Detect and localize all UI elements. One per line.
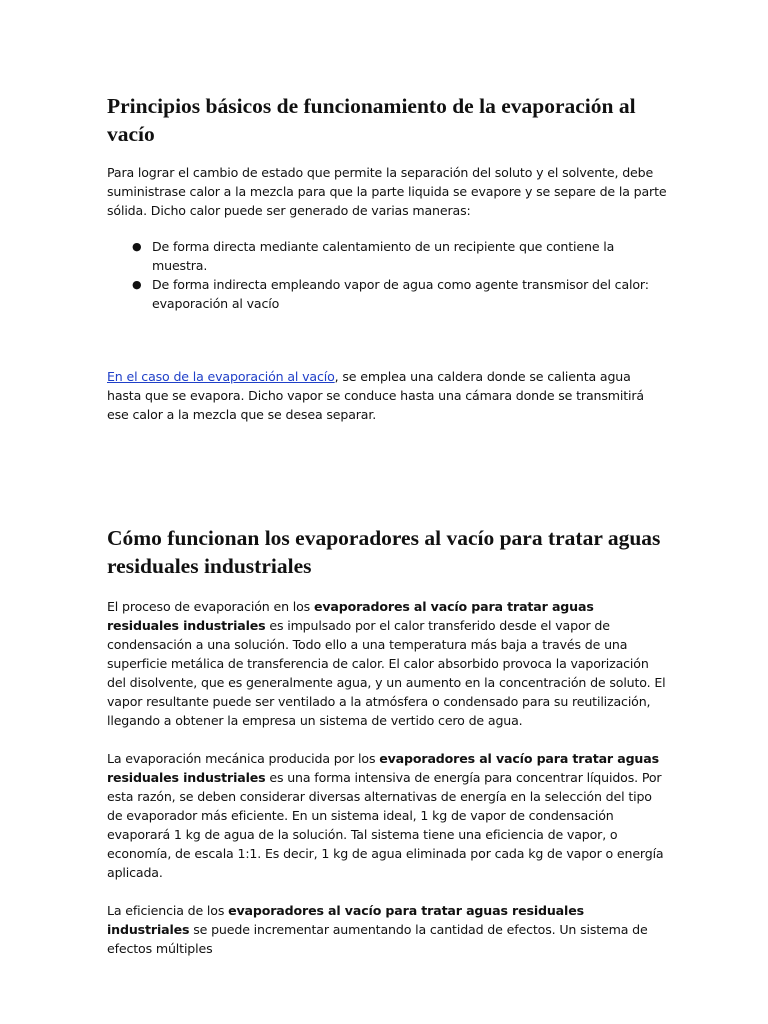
document-page bbox=[107, 92, 667, 958]
bold-phrase: evaporadores al vacío para tratar aguas residuales industriales bbox=[107, 903, 584, 937]
paragraph-text: se puede incrementar aumentando la cantidad de efectos. Un sistema de efectos múltiples bbox=[107, 922, 648, 956]
list-item bbox=[132, 275, 667, 313]
paragraph-text: La eficiencia de los bbox=[107, 903, 229, 918]
intro-paragraph: Para lograr el cambio de estado que permite la separación del soluto y el solvente, debe suministrase calor a la mezcla para que la parte liquida se evapore y se separe de la parte sólida. Dicho calor puede ser generado de varias maneras: bbox=[107, 165, 667, 218]
bullet-icon: ● bbox=[132, 278, 142, 291]
paragraph-text: El proceso de evaporación en los bbox=[107, 599, 314, 614]
section-title-principios: Principios básicos de funcionamiento de la evaporación al vacío bbox=[107, 94, 636, 146]
vacuum-case-paragraph bbox=[107, 367, 667, 424]
methods-list bbox=[107, 237, 667, 313]
paragraph-text: La evaporación mecánica producida por los bbox=[107, 751, 380, 766]
mechanical-evaporation-paragraph bbox=[107, 749, 667, 882]
list-item-text: De forma indirecta empleando vapor de agua como agente transmisor del calor: evaporación al vacío bbox=[152, 277, 649, 311]
bullet-icon: ● bbox=[132, 240, 142, 253]
process-paragraph bbox=[107, 597, 667, 730]
bold-phrase: evaporadores al vacío para tratar aguas residuales industriales bbox=[107, 751, 659, 785]
vacuum-case-text: , se emplea una caldera donde se calienta agua hasta que se evapora. Dicho vapor se conduce hasta una cámara donde se transmitirá ese calor a la mezcla que se desea separar. bbox=[107, 369, 644, 422]
efficiency-paragraph bbox=[107, 901, 667, 958]
list-item-text: De forma directa mediante calentamiento de un recipiente que contiene la muestra. bbox=[152, 239, 615, 273]
paragraph-text: es impulsado por el calor transferido desde el vapor de condensación a una solución. Todo ello a una temperatura más baja a través de una superficie metálica de transferencia de calor. El calor absorbido provoca la vaporización del disolvente, que es generalmente agua, y un aumento en la concentración de soluto. El vapor resultante puede ser ventilado a la atmósfera o condensado para su reutilización, llegando a obtener la empresa un sistema de vertido cero de agua. bbox=[107, 618, 666, 728]
bold-phrase: evaporadores al vacío para tratar aguas residuales industriales bbox=[107, 599, 594, 633]
list-item bbox=[132, 237, 667, 275]
section-title-evaporadores: Cómo funcionan los evaporadores al vacío para tratar aguas residuales industriales bbox=[107, 526, 661, 578]
vacuum-evaporation-link[interactable]: En el caso de la evaporación al vacío bbox=[107, 369, 335, 384]
paragraph-text: es una forma intensiva de energía para concentrar líquidos. Por esta razón, se deben considerar diversas alternativas de energía en la selección del tipo de evaporador más eficiente. En un sistema ideal, 1 kg de vapor de condensación evaporará 1 kg de agua de la solución. Tal sistema tiene una eficiencia de vapor, o economía, de escala 1:1. Es decir, 1 kg de agua eliminada por cada kg de vapor o energía aplicada. bbox=[107, 770, 664, 880]
